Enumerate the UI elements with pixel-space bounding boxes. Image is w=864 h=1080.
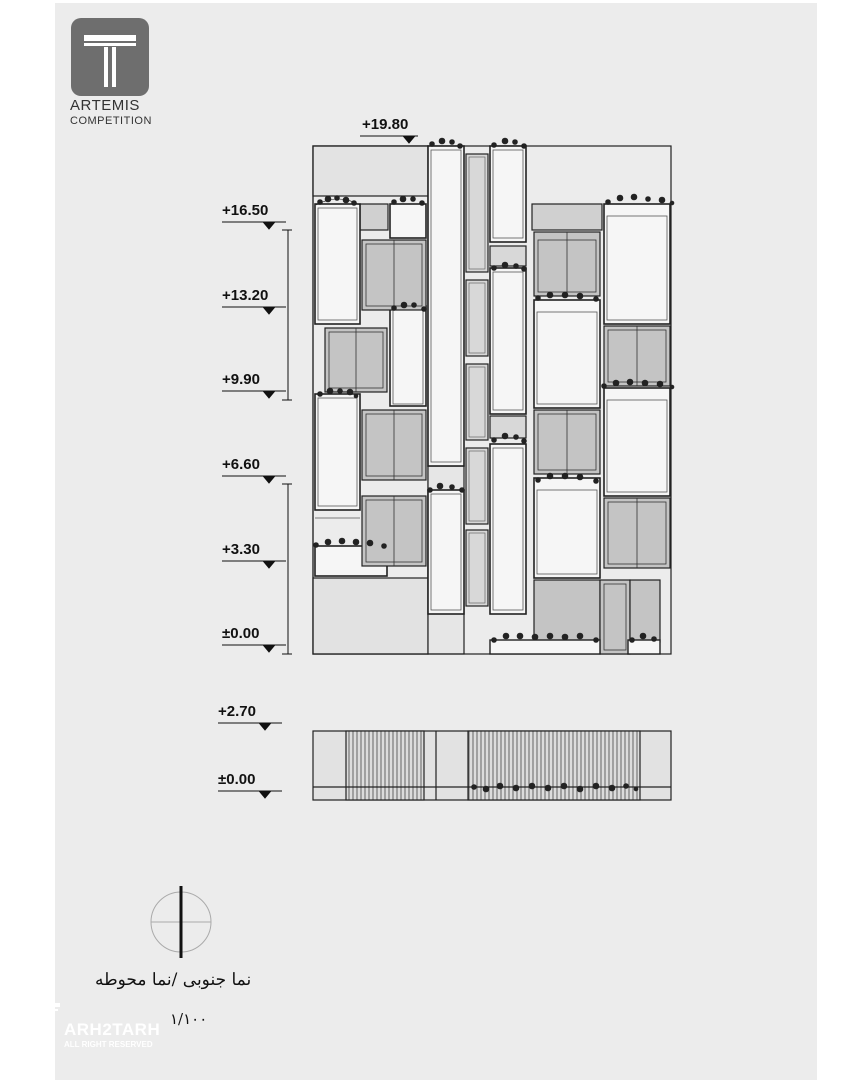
brand-name: ARTEMIS [70,97,140,114]
level-label: +13.20 [222,287,269,304]
level-label: +16.50 [222,202,269,219]
level-label: +9.90 [222,371,260,388]
level-label: +6.60 [222,456,260,473]
drawing-scale: ۱/۱۰۰ [170,1010,208,1028]
level-label-wall: ±0.00 [218,771,256,788]
level-label: +3.30 [222,541,260,558]
level-label-top: +19.80 [362,116,409,133]
north-arrow-icon [151,886,211,958]
watermark-logo-icon [30,1003,60,1046]
brand-subtitle: COMPETITION [70,115,152,127]
drawing-title: نما جنوبی /نما محوطه [95,970,252,990]
watermark-rights: ALL RIGHT RESERVED [64,1040,153,1049]
level-label-wall: +2.70 [218,703,256,720]
watermark-name: ARH2TARH [64,1020,161,1039]
level-label: ±0.00 [222,625,260,642]
compound-wall [313,731,671,800]
